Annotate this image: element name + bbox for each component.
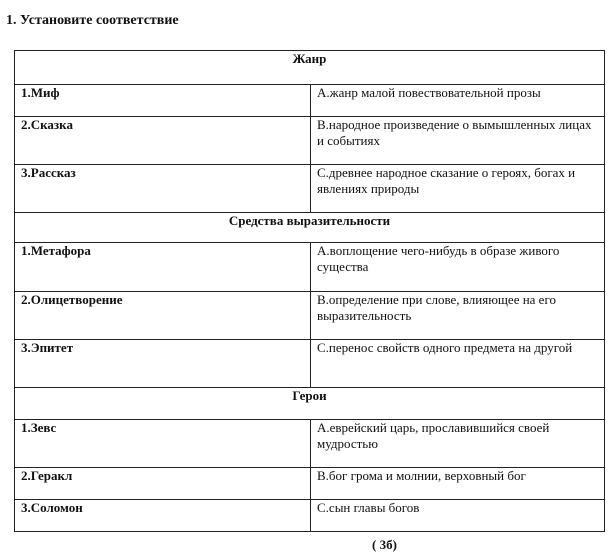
section-header: Жанр [15,51,605,85]
term-cell: 2.Олицетворение [15,292,311,340]
table-row [15,468,605,500]
section-header-row [15,213,605,243]
section-header-row [15,51,605,85]
section-header: Средства выразительности [15,213,605,243]
section-header: Герои [15,388,605,420]
table-row [15,340,605,388]
table-row [15,117,605,165]
points-label: ( 3б) [372,537,397,552]
table-row [15,500,605,532]
definition-cell: С.перенос свойств одного предмета на другой [311,340,605,388]
definition-cell: В.народное произведение о вымышленных лицах и событиях [311,117,605,165]
definition-cell: В.определение при слове, влияющее на его выразительность [311,292,605,340]
term-cell: 2.Геракл [15,468,311,500]
matching-table [14,50,605,532]
definition-cell: А.жанр малой повествовательной прозы [311,85,605,117]
term-cell: 2.Сказка [15,117,311,165]
definition-cell: С.сын главы богов [311,500,605,532]
term-cell: 3.Эпитет [15,340,311,388]
table-row [15,243,605,292]
definition-cell: С.древнее народное сказание о героях, богах и явлениях природы [311,165,605,213]
definition-cell: В.бог грома и молнии, верховный бог [311,468,605,500]
term-cell: 3.Соломон [15,500,311,532]
term-cell: 1.Зевс [15,420,311,468]
task-title: 1. Установите соответствие [6,13,179,28]
term-cell: 1.Метафора [15,243,311,292]
term-cell: 3.Рассказ [15,165,311,213]
definition-cell: А.воплощение чего-нибудь в образе живого существа [311,243,605,292]
term-cell: 1.Миф [15,85,311,117]
table-row [15,165,605,213]
section-header-row [15,388,605,420]
table-row [15,292,605,340]
table-row [15,420,605,468]
table-row [15,85,605,117]
definition-cell: А.еврейский царь, прославившийся своей мудростью [311,420,605,468]
